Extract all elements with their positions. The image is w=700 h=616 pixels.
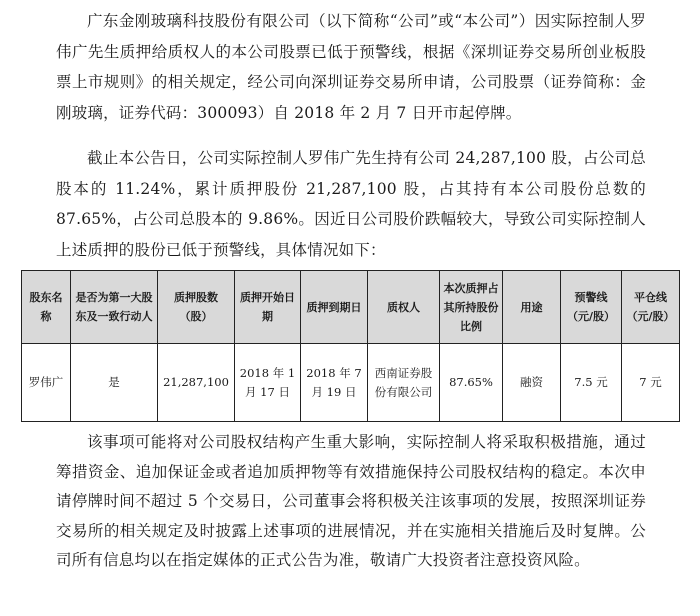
header-pledged-shares: 质押股数（股） <box>158 271 235 344</box>
header-pledgee: 质权人 <box>368 271 440 344</box>
cell-liquidation-line: 7 元 <box>622 344 680 422</box>
table-header-row <box>22 271 680 344</box>
header-liquidation-line: 平仓线（元/股） <box>622 271 680 344</box>
header-end-date: 质押到期日 <box>301 271 368 344</box>
cell-purpose: 融资 <box>503 344 561 422</box>
header-shareholder: 股东名称 <box>22 271 71 344</box>
paragraph-shareholding-status: 截止本公告日，公司实际控制人罗伟广先生持有公司 24,287,100 股，占公司总股本的 11.24%，累计质押股份 21,287,100 股，占其持有本公司股份总数的 87.65%，占公司总股本的 9.86%。因近日公司股价跌幅较大，导致公司实际控制人上述质押的股份已低于预警线，具体情况如下： <box>56 149 646 259</box>
cell-shareholder: 罗伟广 <box>22 344 71 422</box>
cell-pledgee: 西南证券股份有限公司 <box>368 344 440 422</box>
pledge-details-table <box>21 270 680 422</box>
cell-ratio: 87.65% <box>440 344 503 422</box>
header-is-major: 是否为第一大股东及一致行动人 <box>71 271 158 344</box>
paragraph-suspension-notice: 广东金刚玻璃科技股份有限公司（以下简称“公司”或“本公司”）因实际控制人罗伟广先生质押给质权人的本公司股票已低于预警线，根据《深圳证券交易所创业板股票上市规则》的相关规定，经公司向深圳证券交易所申请，公司股票（证券简称：金刚玻璃，证券代码：300093）自 2018 年 2 月 7 日开市起停牌。 <box>56 12 646 122</box>
header-start-date: 质押开始日期 <box>235 271 301 344</box>
header-purpose: 用途 <box>503 271 561 344</box>
paragraph-impact-measures: 该事项可能将对公司股权结构产生重大影响，实际控制人将采取积极措施，通过筹措资金、追加保证金或者追加质押物等有效措施保持公司股权结构的稳定。本次申请停牌时间不超过 5 个交易日，公司董事会将积极关注该事项的发展，按照深圳证券交易所的相关规定及时披露上述事项的进展情况，并在实施相关措施后及时复牌。公司所有信息均以在指定媒体的正式公告为准，敬请广大投资者注意投资风险。 <box>56 433 646 569</box>
cell-pledged-shares: 21,287,100 <box>158 344 235 422</box>
cell-is-major: 是 <box>71 344 158 422</box>
header-warning-line: 预警线（元/股） <box>561 271 622 344</box>
cell-start-date: 2018 年 1 月 17 日 <box>235 344 301 422</box>
cell-warning-line: 7.5 元 <box>561 344 622 422</box>
cell-end-date: 2018 年 7 月 19 日 <box>301 344 368 422</box>
header-ratio: 本次质押占其所持股份比例 <box>440 271 503 344</box>
table-row <box>22 344 680 422</box>
